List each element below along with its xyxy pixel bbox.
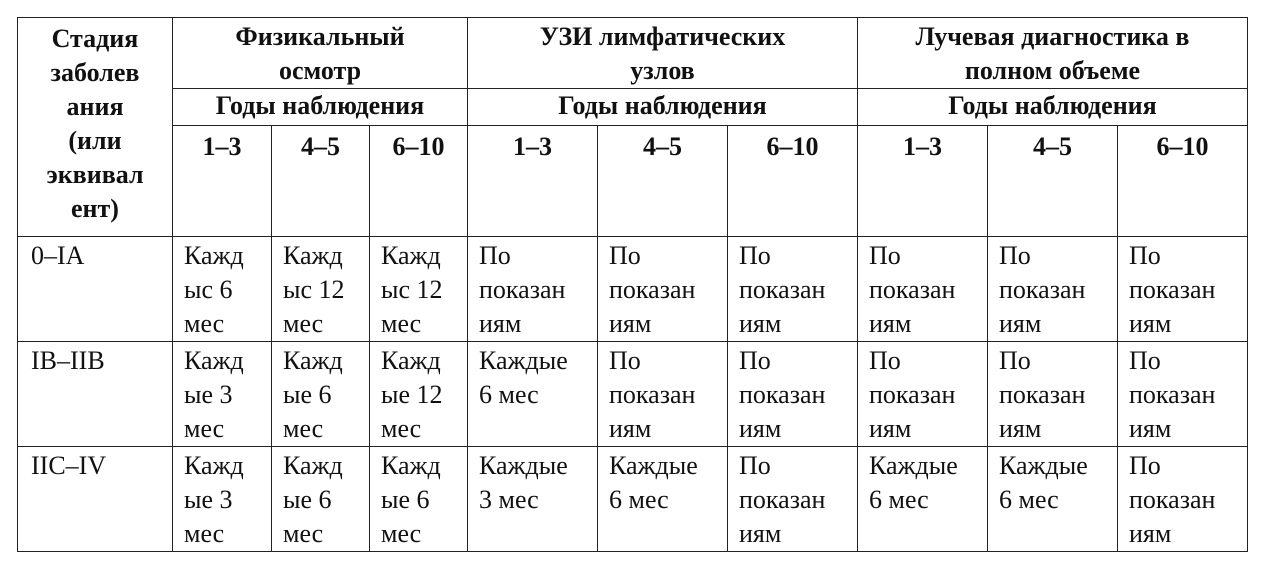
cell-line: иям [1129,414,1172,443]
cell-line: Кажд [283,451,343,480]
cell-line: показан [869,380,956,409]
schedule-cell [728,447,858,552]
table-row [18,237,1248,342]
cell-line: По [999,241,1031,270]
cell-line: ыс 12 [283,275,345,304]
cell-line: показан [609,275,696,304]
schedule-cell [598,447,728,552]
cell-line: показан [999,380,1086,409]
cell-line: ые 3 [184,485,233,514]
cell-line: Кажд [381,346,441,375]
cell-line: ые 6 [283,380,332,409]
cell-line: Каждые [869,451,958,480]
follow-up-table-container [17,17,1248,552]
cell-line: По [1129,451,1161,480]
cell-line: иям [609,414,652,443]
year-range-header: 4–5 [272,126,370,237]
cell-line: Кажд [184,346,244,375]
cell-line: мес [283,414,324,443]
cell-line: иям [1129,519,1172,548]
header-row-ranges [18,126,1248,237]
cell-line: ые 6 [283,485,332,514]
year-range-header: 4–5 [598,126,728,237]
schedule-cell [468,237,598,342]
schedule-cell [468,342,598,447]
cell-line: ыс 6 [184,275,233,304]
stage-cell: 0–IA [18,237,173,342]
follow-up-schedule-table [17,17,1248,552]
schedule-cell [370,342,468,447]
cell-line: показан [739,485,826,514]
year-range-header: 6–10 [728,126,858,237]
cell-line: показан [479,275,566,304]
cell-line: показан [1129,275,1216,304]
table-body [18,237,1248,552]
cell-line: иям [739,309,782,338]
cell-line: По [609,346,641,375]
header-row-groups [18,18,1248,89]
schedule-cell [1118,237,1248,342]
header-row-years [18,89,1248,126]
cell-line: мес [381,414,422,443]
table-row [18,342,1248,447]
cell-line: По [739,241,771,270]
cell-line: мес [283,519,324,548]
cell-line: иям [479,309,522,338]
cell-line: 6 мес [869,485,929,514]
cell-line: 6 мес [479,380,539,409]
cell-line: 3 мес [479,485,539,514]
schedule-cell [988,342,1118,447]
cell-line: иям [999,309,1042,338]
cell-line: ыс 12 [381,275,443,304]
stage-cell: IIC–IV [18,447,173,552]
cell-line: мес [184,414,225,443]
cell-line: иям [1129,309,1172,338]
cell-line: показан [999,275,1086,304]
years-header: Годы наблюдения [173,89,468,126]
cell-line: Каждые [479,451,568,480]
cell-line: иям [869,414,912,443]
schedule-cell [173,447,272,552]
cell-line: По [1129,241,1161,270]
table-row [18,447,1248,552]
year-range-header: 6–10 [1118,126,1248,237]
cell-line: иям [609,309,652,338]
schedule-cell [173,342,272,447]
cell-line: По [999,346,1031,375]
cell-line: Каждые [999,451,1088,480]
cell-line: показан [869,275,956,304]
cell-line: 6 мес [609,485,669,514]
schedule-cell [468,447,598,552]
schedule-cell [728,342,858,447]
years-header: Годы наблюдения [468,89,858,126]
schedule-cell [858,342,988,447]
cell-line: Кажд [184,451,244,480]
cell-line: иям [739,519,782,548]
year-range-header: 1–3 [468,126,598,237]
year-range-header: 4–5 [988,126,1118,237]
schedule-cell [728,237,858,342]
schedule-cell [1118,447,1248,552]
cell-line: мес [381,309,422,338]
cell-line: Кажд [184,241,244,270]
cell-line: Каждые [479,346,568,375]
cell-line: ые 3 [184,380,233,409]
group-header-radiology: Лучевая диагностика в полном объеме [858,18,1248,89]
cell-line: показан [1129,485,1216,514]
year-range-header: 1–3 [858,126,988,237]
cell-line: По [479,241,511,270]
schedule-cell [988,447,1118,552]
group-header-physical-exam: Физикальный осмотр [173,18,468,89]
cell-line: Кажд [381,451,441,480]
cell-line: Кажд [283,241,343,270]
group-header-lymph-ultrasound: УЗИ лимфатических узлов [468,18,858,89]
cell-line: По [609,241,641,270]
cell-line: показан [609,380,696,409]
cell-line: По [1129,346,1161,375]
cell-line: показан [1129,380,1216,409]
stage-cell: IB–IIB [18,342,173,447]
year-range-header: 6–10 [370,126,468,237]
schedule-cell [988,237,1118,342]
schedule-cell [1118,342,1248,447]
schedule-cell [370,447,468,552]
cell-line: По [869,346,901,375]
cell-line: По [869,241,901,270]
cell-line: По [739,451,771,480]
stage-column-header: Стадия заболев ания (или эквивал ент) [18,18,173,237]
cell-line: мес [381,519,422,548]
schedule-cell [858,237,988,342]
cell-line: мес [184,519,225,548]
cell-line: показан [739,380,826,409]
cell-line: Каждые [609,451,698,480]
schedule-cell [272,237,370,342]
cell-line: 6 мес [999,485,1059,514]
years-header: Годы наблюдения [858,89,1248,126]
schedule-cell [598,342,728,447]
cell-line: мес [283,309,324,338]
cell-line: ые 6 [381,485,430,514]
schedule-cell [598,237,728,342]
schedule-cell [272,342,370,447]
cell-line: мес [184,309,225,338]
cell-line: По [739,346,771,375]
year-range-header: 1–3 [173,126,272,237]
cell-line: Кажд [381,241,441,270]
schedule-cell [272,447,370,552]
cell-line: ые 12 [381,380,443,409]
cell-line: иям [739,414,782,443]
cell-line: Кажд [283,346,343,375]
cell-line: показан [739,275,826,304]
cell-line: иям [869,309,912,338]
schedule-cell [858,447,988,552]
cell-line: иям [999,414,1042,443]
schedule-cell [173,237,272,342]
schedule-cell [370,237,468,342]
